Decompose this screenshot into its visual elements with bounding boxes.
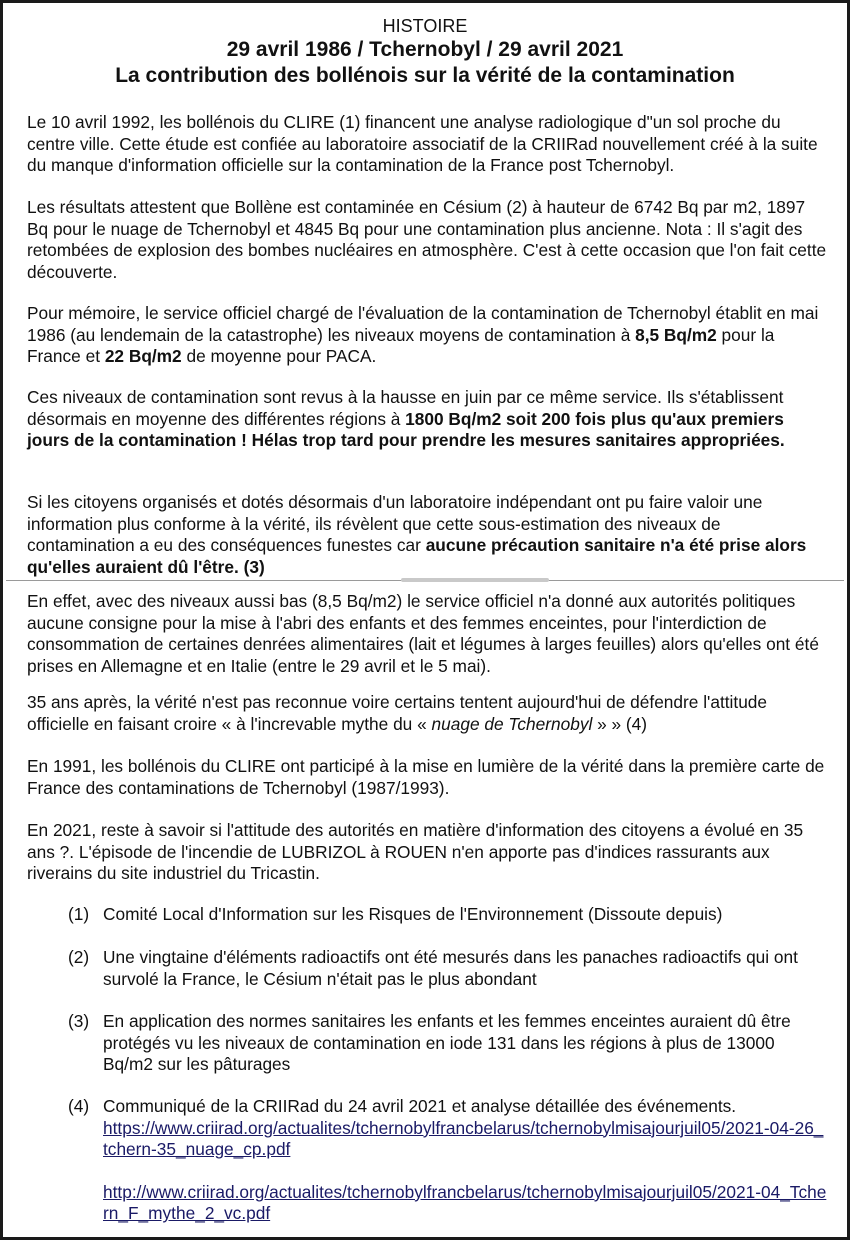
paragraph-text: En 1991, les bollénois du CLIRE ont participé à la mise en lumière de la vérité dans la première carte de France des contaminations de Tchernobyl (1987/1993). [27, 756, 825, 798]
footnote-3 [68, 1011, 827, 1076]
article-header [3, 3, 847, 89]
footnote-number: (3) [68, 1011, 90, 1031]
text-run: Ces niveaux de contamination sont revus à la hausse en juin par ce même service. Ils s'établissent désormais en moyenne des différentes régions à [27, 387, 784, 429]
footnote-number: (1) [68, 904, 90, 924]
footnote-number: (4) [68, 1096, 90, 1116]
bold-statement: 1800 Bq/m2 soit 200 fois plus qu'aux premiers jours de la contamination ! Hélas trop tard pour prendre les mesures sanitaires appropriées. [27, 408, 785, 451]
footnote-text: Une vingtaine d'éléments radioactifs ont été mesurés dans les panaches radioactifs qui ont survolé la France, le Césium n'était pas le plus abondant [103, 947, 798, 989]
paragraph-4 [27, 387, 827, 452]
text-run: Pour mémoire, le service officiel chargé de l'évaluation de la contamination de Tchernobyl établit en mai 1986 (au lendemain de la catastrophe) les niveaux moyens de contamination à [27, 303, 819, 345]
bold-statement: aucune précaution sanitaire n'a été prise alors qu'elles auraient dû l'être. (3) [27, 535, 807, 577]
paragraph-text: En effet, avec des niveaux aussi bas (8,5 Bq/m2) le service officiel n'a donné aux autorités politiques aucune consigne pour la mise à l'abri des enfants et des femmes enceintes, pour l'interdiction de consommation de certaines denrées alimentaires (lait et légumes à larges feuilles) alors qu'elles ont été prises en Allemagne et en Italie (entre le 29 avril et le 5 mai). [27, 591, 819, 676]
paragraph-text: En 2021, reste à savoir si l'attitude des autorités en matière d'information des citoyens a évolué en 35 ans ?. L'épisode de l'incendie de LUBRIZOL à ROUEN n'en apporte pas d'indices rassurants aux riverains du site industriel du Tricastin. [27, 820, 804, 884]
text-run: pour la France et [27, 324, 775, 367]
article-title-line-1: 29 avril 1986 / Tchernobyl / 29 avril 2021 [226, 38, 624, 61]
footnote-text: En application des normes sanitaires les enfants et les femmes enceintes auraient dû être protégés vu les niveaux de contamination en iode 131 dans les régions à plus de 13000 Bq/m2 sur les pâturages [103, 1011, 791, 1075]
paragraph-3 [27, 303, 827, 368]
footnote-number: (2) [68, 947, 90, 967]
paragraph-8 [27, 756, 827, 799]
text-run: de moyenne pour PACA. [181, 346, 377, 367]
paragraph-7 [27, 692, 827, 735]
footnote-text: Communiqué de la CRIIRad du 24 avril 2021 et analyse détaillée des événements. [103, 1096, 737, 1116]
source-link-2[interactable]: http://www.criirad.org/actualites/tchernobylfrancbelarus/tchernobylmisajourjuil05/2021-04_Tchern_F_mythe_2_vc.pdf [103, 1181, 827, 1224]
footnote-1 [68, 904, 827, 926]
text-run: Si les citoyens organisés et dotés désormais d'un laboratoire indépendant ont pu faire valoir une information plus conforme à la vérité, ils révèlent que cette sous-estimation des niveaux de contamination a eu des conséquences funestes car [27, 492, 763, 556]
text-run: 35 ans après, la vérité n'est pas reconnue voire certains tentent aujourd'hui de défendre l'attitude officielle en faisant croire « à l'increvable mythe du « [27, 692, 768, 734]
paragraph-6 [27, 591, 827, 677]
source-link-1[interactable]: https://www.criirad.org/actualites/tchernobylfrancbelarus/tchernobylmisajourjuil05/2021-04-26_tchern-35_nuage_cp.pdf [103, 1117, 824, 1160]
bold-value-paca: 22 Bq/m2 [104, 346, 182, 367]
bold-value-france: 8,5 Bq/m2 [635, 324, 717, 345]
section-kicker: HISTOIRE [382, 16, 468, 36]
paragraph-text [27, 492, 827, 578]
paragraph-text [27, 387, 827, 452]
paragraph-text [27, 692, 827, 735]
paragraph-9 [27, 820, 827, 885]
footnote-text: Comité Local d'Information sur les Risques de l'Environnement (Dissoute depuis) [103, 904, 723, 924]
paragraph-5 [27, 492, 827, 578]
paragraph-text: Le 10 avril 1992, les bollénois du CLIRE (1) financent une analyse radiologique d"un sol proche du centre ville. Cette étude est confiée au laboratoire associatif de la CRIIRad nouvellement créé à la suite du manque d'information officielle sur la contamination de la France post Tchernobyl. [27, 112, 818, 176]
paragraph-2 [27, 197, 827, 283]
article-title-line-2: La contribution des bollénois sur la vérité de la contamination [115, 64, 735, 87]
text-run: » » (4) [592, 713, 648, 734]
divider-handle [401, 578, 549, 582]
footnote-2 [68, 947, 827, 990]
footnote-4 [68, 1096, 827, 1225]
italic-phrase: nuage de Tchernobyl [431, 713, 593, 734]
paragraph-text [27, 303, 827, 368]
paragraph-1 [27, 112, 827, 177]
footnote-text-block [103, 1096, 827, 1225]
paragraph-text: Les résultats attestent que Bollène est contaminée en Césium (2) à hauteur de 6742 Bq par m2, 1897 Bq pour le nuage de Tchernobyl et 4845 Bq pour une contamination plus ancienne. Nota : Il s'agit des retombées de explosion des bombes nucléaires en atmosphère. C'est à cette occasion que l'on fait cette découverte. [27, 197, 827, 282]
